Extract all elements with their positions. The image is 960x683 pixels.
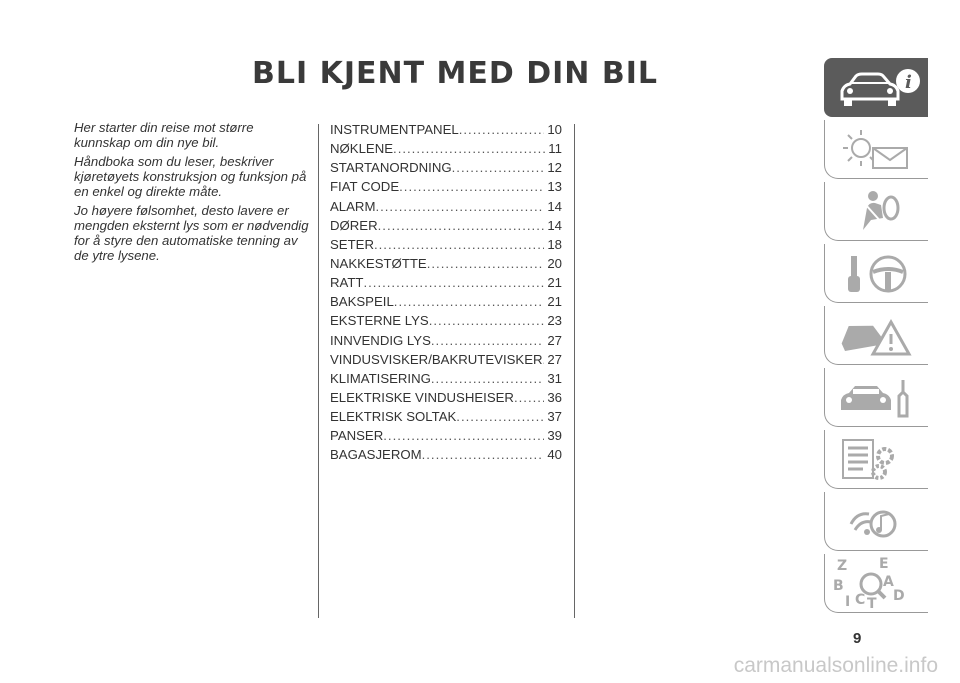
car-maintenance-icon xyxy=(833,372,925,424)
table-of-contents xyxy=(330,122,562,467)
toc-label: NAKKESTØTTE xyxy=(330,255,427,271)
technical-data-icon xyxy=(833,434,925,486)
toc-page: 40 xyxy=(547,447,562,463)
car-info-icon xyxy=(832,63,924,115)
toc-page: 18 xyxy=(547,236,562,252)
toc-page: 23 xyxy=(547,313,562,329)
seatbelt-airbag-icon xyxy=(833,186,925,238)
toc-entry[interactable] xyxy=(330,122,562,141)
toc-label: ELEKTRISKE VINDUSHEISER xyxy=(330,389,514,405)
toc-entry[interactable] xyxy=(330,237,562,256)
toc-page: 27 xyxy=(547,351,562,367)
toc-page: 27 xyxy=(547,332,562,348)
watermark: carmanualsonline.info xyxy=(733,654,938,677)
multimedia-icon xyxy=(833,496,925,548)
svg-text:i: i xyxy=(905,72,912,93)
tab-index[interactable] xyxy=(824,554,928,613)
svg-text:C: C xyxy=(855,592,866,608)
toc-page: 13 xyxy=(547,179,562,195)
toc-label: EKSTERNE LYS xyxy=(330,313,429,329)
toc-entry[interactable] xyxy=(330,390,562,409)
toc-entry[interactable] xyxy=(330,428,562,447)
tab-emergency[interactable] xyxy=(824,306,928,365)
toc-entry[interactable] xyxy=(330,179,562,198)
toc-entry[interactable] xyxy=(330,333,562,352)
svg-text:B: B xyxy=(833,578,844,594)
toc-label: BAKSPEIL xyxy=(330,294,394,310)
tab-safety[interactable] xyxy=(824,182,928,241)
toc-label: RATT xyxy=(330,275,364,291)
page-number: 9 xyxy=(853,630,862,647)
toc-entry[interactable] xyxy=(330,352,562,371)
tab-technical-data[interactable] xyxy=(824,430,928,489)
svg-text:Z: Z xyxy=(837,558,848,574)
toc-entry[interactable] xyxy=(330,256,562,275)
toc-page: 10 xyxy=(547,122,562,137)
svg-text:A: A xyxy=(883,574,894,590)
toc-label: BAGASJEROM xyxy=(330,447,422,463)
toc-entry[interactable] xyxy=(330,294,562,313)
intro-paragraph: Jo høyere følsomhet, desto lavere er mengden eksternt lys som er nødvendig for å styre den automatiske tenning av de ytre lysene. xyxy=(74,203,309,263)
toc-label: DØRER xyxy=(330,217,378,233)
intro-text xyxy=(74,120,310,267)
intro-paragraph: Håndboka som du leser, beskriver kjøretøyets konstruksjon og funksjon på en enkel og direkte måte. xyxy=(74,154,307,199)
toc-page: 20 xyxy=(547,255,562,271)
toc-entry[interactable] xyxy=(330,409,562,428)
toc-label: FIAT CODE xyxy=(330,179,400,195)
tab-multimedia[interactable] xyxy=(824,492,928,551)
toc-page: 11 xyxy=(548,141,562,157)
toc-label: KLIMATISERING xyxy=(330,370,431,386)
toc-label: PANSER xyxy=(330,428,384,444)
toc-page: 21 xyxy=(547,275,562,291)
toc-label: ALARM xyxy=(330,198,376,214)
toc-page: 36 xyxy=(547,389,562,405)
svg-text:D: D xyxy=(893,588,905,604)
alphabetical-index-icon xyxy=(833,556,925,608)
toc-label: INNVENDIG LYS xyxy=(330,332,431,348)
toc-entry[interactable] xyxy=(330,199,562,218)
toc-label: VINDUSVISKER/BAKRUTEVISKER xyxy=(330,351,543,367)
tab-car-info[interactable] xyxy=(824,58,928,117)
warning-lights-icon xyxy=(833,124,925,176)
toc-label: NØKLENE xyxy=(330,141,394,157)
toc-label: ELEKTRISK SOLTAK xyxy=(330,409,457,425)
page-title: BLI KJENT MED DIN BIL xyxy=(252,56,658,91)
toc-entry[interactable] xyxy=(330,371,562,390)
toc-page: 14 xyxy=(547,198,562,214)
tab-warning-lights[interactable] xyxy=(824,120,928,179)
toc-label: SETER xyxy=(330,236,374,252)
toc-page: 39 xyxy=(547,428,562,444)
toc-page: 31 xyxy=(547,370,562,386)
toc-page: 37 xyxy=(547,409,562,425)
toc-entry[interactable] xyxy=(330,218,562,237)
toc-entry[interactable] xyxy=(330,313,562,332)
svg-text:I: I xyxy=(845,594,851,608)
toc-label: STARTANORDNING xyxy=(330,160,452,176)
svg-text:T: T xyxy=(867,596,877,608)
column-divider xyxy=(574,124,575,618)
toc-label: INSTRUMENTPANEL xyxy=(330,122,459,137)
toc-page: 14 xyxy=(547,217,562,233)
column-divider xyxy=(318,124,319,618)
intro-paragraph: Her starter din reise mot større kunnskap om din nye bil. xyxy=(74,120,254,150)
toc-page: 21 xyxy=(547,294,562,310)
toc-page: 12 xyxy=(547,160,562,176)
svg-text:E: E xyxy=(879,556,889,572)
toc-entry[interactable] xyxy=(330,275,562,294)
toc-entry[interactable] xyxy=(330,447,562,466)
key-steering-wheel-icon xyxy=(833,248,925,300)
tab-maintenance[interactable] xyxy=(824,368,928,427)
toc-entry[interactable] xyxy=(330,141,562,160)
accident-warning-icon xyxy=(833,310,925,362)
toc-entry[interactable] xyxy=(330,160,562,179)
tab-starting-driving[interactable] xyxy=(824,244,928,303)
